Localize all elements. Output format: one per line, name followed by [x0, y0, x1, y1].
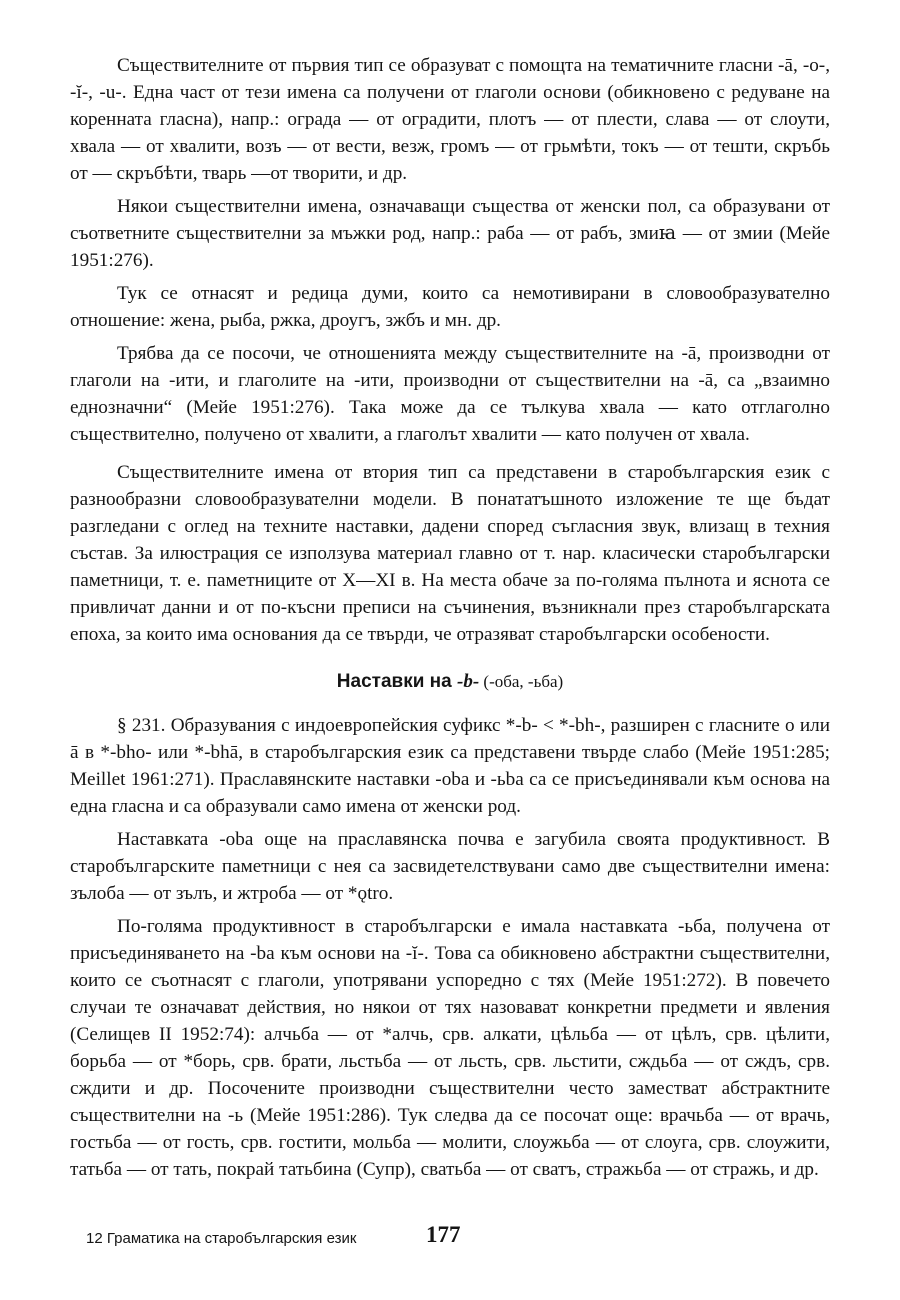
- heading-ocs-forms: (-оба, -ьба): [479, 672, 564, 691]
- heading-suffix: -b-: [457, 671, 480, 692]
- section-heading: [70, 668, 830, 696]
- paragraph-suffix-iba: По-голяма продуктивност в старобългарски е имала наставката -ьба, получена от присъединяването на -bа към основи на -ĭ-. Това са обикновено абстрактни съществителни, които се съотнасят с глаголи, употрявани успоредно с тях (Мейе 1951:272). В повечето случаи те означават действия, но някои от тях назовават конкретни предмети и явления (Селищев II 1952:74): алчьба — от *алчь, срв. алкати, цѣльба — от цѣлъ, срв. цѣлити, борьба — от *борь, срв. брати, льстьба — от льсть, срв. льстити, сждьба — от сждъ, срв. сждити и др. Посочените производни съществителни често заместват абстрактните съществителни на -ь (Мейе 1951:286). Тук следва да се посочат още: врачьба — от врачь, гостьба — от гость, срв. гостити, мольба — молити, слоужьба — от слоуга, срв. слоужити, татьба — от тать, покрай татьбина (Супр), сватьба — от сватъ, стражьба — от стражь, и др.: [70, 916, 830, 1180]
- page-footer: [86, 1222, 846, 1254]
- paragraph-feminine-nouns: Някои съществителни имена, означаващи същества от женски пол, са образувани от съответните съществителни за мъжки род, напр.: раба — от рабъ, змиꙗ — от змии (Мейе 1951:276).: [70, 196, 830, 271]
- heading-prefix: Наставки на: [336, 671, 457, 692]
- paragraph-section-231: § 231. Образувания с индоевропейския суфикс *-b- < *-bh-, разширен с гласните o или ā в *-bho- или *-bhā, в старобългарския език са представени твърде слабо (Мейе 1951:285; Meillet 1961:271). Праславянските наставки -оbа и -ьbа са се присъединявали към основа на една гласна и са образували само имена от женски род.: [70, 715, 830, 817]
- paragraph-first-type-nouns: Съществителните от първия тип се образуват с помощта на тематичните гласни -ā, -о-, -ĭ-, -u-. Една част от тези имена са получени от глаголи основи (обикновено с редуване на коренната гласна), напр.: ограда — от оградити, плотъ — от плести, слава — от слоути, хвала — от хвалити, возъ — от вести, везж, громъ — от грьмѣти, токъ — от тешти, скръбь от — скръбѣти, тварь —от творити, и др.: [70, 55, 830, 184]
- page-number: 177: [426, 1222, 461, 1247]
- paragraph-suffix-oba: Наставката -оbа още на праславянска почва е загубила своята продуктивност. В старобългарските паметници с нея са засвидетелствувани само две съществителни имена: зълоба — от зълъ, и жтроба — от *ǫtro.: [70, 829, 830, 904]
- paragraph-unmotivated-words: Тук се отнасят и редица думи, които са немотивирани в словообразувателно отношение: жена, рыба, ржка, дроугъ, зжбъ и мн. др.: [70, 283, 830, 331]
- paragraph-mutual-relations: Трябва да се посочи, че отношенията между съществителните на -ā, производни от глаголи на -ити, и глаголите на -ити, производни от съществителни на -ā, са „взаимно еднозначни“ (Мейе 1951:276). Така може да се тълкува хвала — като отглаголно съществително, получено от хвалити, а глаголът хвалити — като получен от хвала.: [70, 343, 830, 445]
- paragraph-second-type-nouns: Съществителните имена от втория тип са представени в старобългарския език с разнообразни словообразувателни модели. В понататъшното изложение те ще бъдат разгледани с оглед на техните наставки, дадени според съгласния звук, влизащ в техния състав. За илюстрация се използува материал главно от т. нар. класически старобългарски паметници, т. е. паметниците от X—XI в. На места обаче за по-голяма пълнота и яснота се привличат данни и от по-късни преписи на съчинения, възникнали през старобългарската епоха, за които има основания да се твърди, че отразяват старобългарски особености.: [70, 462, 830, 645]
- footer-signature: 12 Граматика на старобългарския език: [86, 1230, 357, 1247]
